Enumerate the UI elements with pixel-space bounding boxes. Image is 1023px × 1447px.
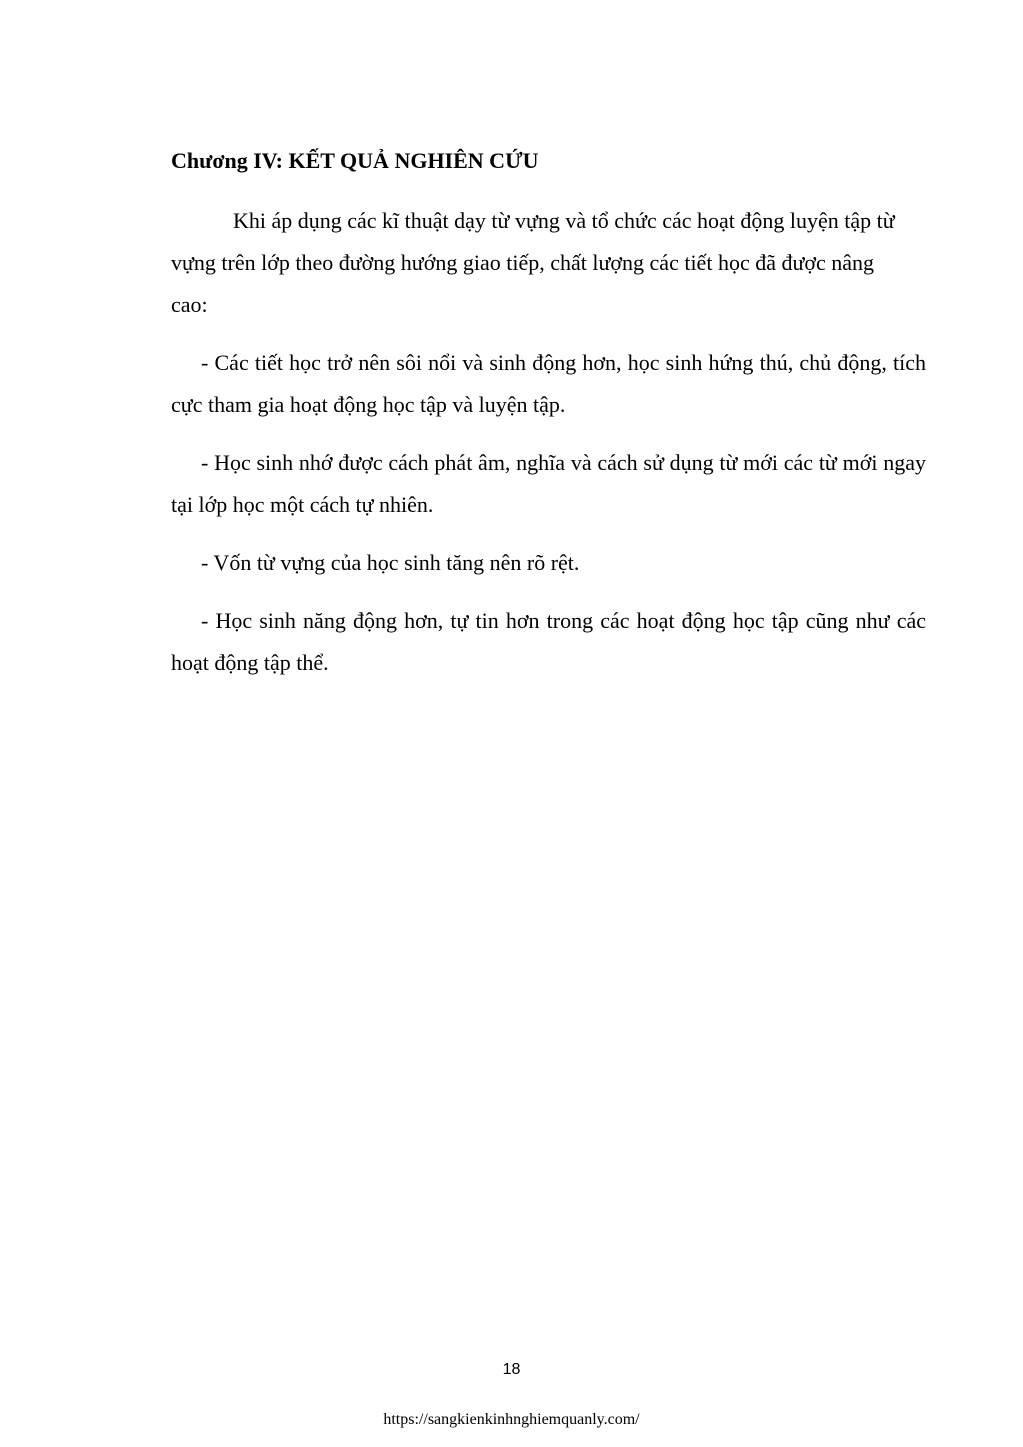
bullet-paragraph-2: - Học sinh nhớ được cách phát âm, nghĩa và cách sử dụng từ mới các từ mới ngay tại lớp học một cách tự nhiên. [171, 450, 926, 517]
document-body [171, 144, 926, 700]
bullet-paragraph-1: - Các tiết học trở nên sôi nổi và sinh động hơn, học sinh hứng thú, chủ động, tích cực tham gia hoạt động học tập và luyện tập. [171, 350, 926, 417]
footer-url-link[interactable]: https://sangkienkinhnghiemquanly.com/ [383, 1411, 640, 1428]
chapter-title: Chương IV: KẾT QUẢ NGHIÊN CỨU [171, 148, 539, 173]
page-number: 18 [502, 1361, 521, 1378]
bullet-paragraph-3: - Vốn từ vựng của học sinh tăng nên rõ rệt. [201, 550, 580, 575]
bullet-paragraph-4: - Học sinh năng động hơn, tự tin hơn trong các hoạt động học tập cũng như các hoạt động tập thể. [171, 608, 926, 675]
intro-paragraph: Khi áp dụng các kĩ thuật dạy từ vựng và tổ chức các hoạt động luyện tập từ vựng trên lớp theo đường hướng giao tiếp, chất lượng các tiết học đã được nâng cao: [171, 208, 895, 317]
